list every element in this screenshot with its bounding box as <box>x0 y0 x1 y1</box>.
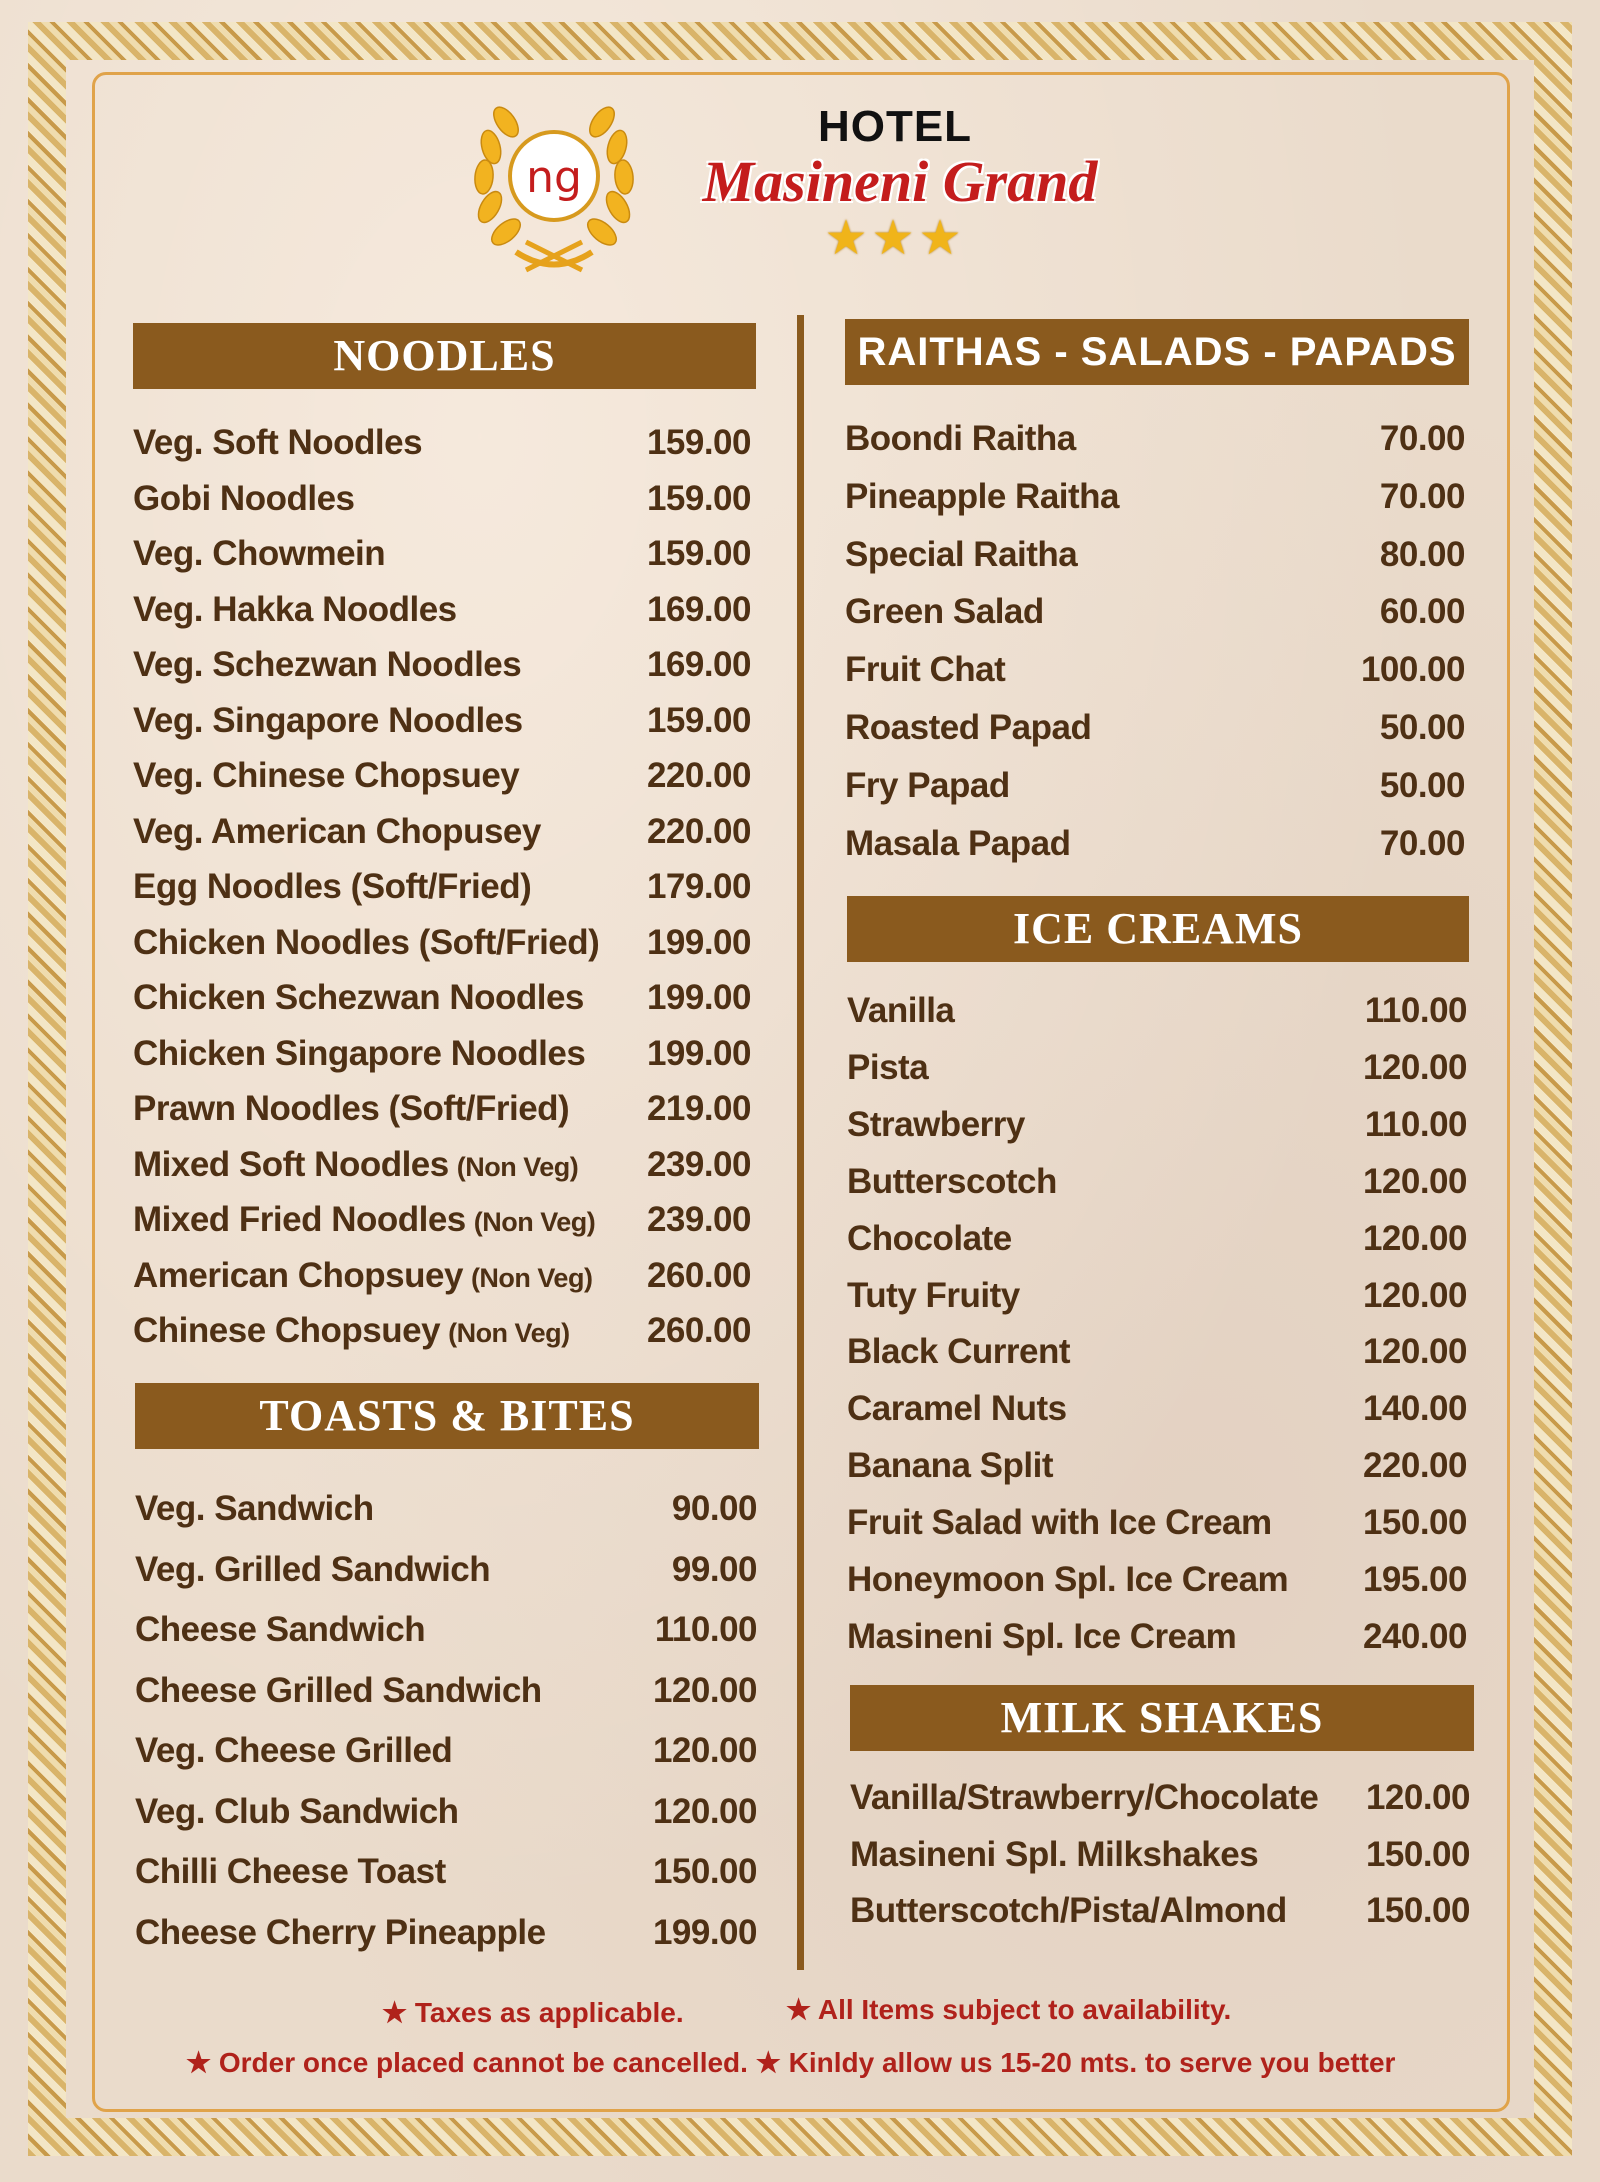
menu-item-name: Veg. Soft Noodles <box>133 423 423 462</box>
menu-item-name: Mixed Fried Noodles <box>133 1200 466 1239</box>
menu-item <box>133 972 751 1024</box>
menu-item <box>847 1383 1467 1435</box>
menu-item <box>133 750 751 802</box>
menu-item <box>845 586 1465 638</box>
menu-item-name: Tuty Fruity <box>847 1276 1020 1315</box>
menu-item-note: (Non Veg) <box>448 1318 570 1348</box>
menu-item-price: 150.00 <box>652 1852 757 1891</box>
menu-item <box>850 1772 1470 1824</box>
menu-item <box>847 1156 1467 1208</box>
menu-item <box>847 1326 1467 1378</box>
menu-item-price: 150.00 <box>1362 1503 1467 1542</box>
menu-item-name: Veg. Sandwich <box>135 1489 374 1528</box>
menu-item-price: 219.00 <box>646 1089 751 1128</box>
section-header-toasts: TOASTS & BITES <box>135 1383 759 1449</box>
menu-item-price: 260.00 <box>646 1256 751 1295</box>
menu-item <box>845 818 1465 870</box>
menu-item <box>133 584 751 636</box>
menu-item-price: 120.00 <box>1362 1276 1467 1315</box>
menu-item <box>845 644 1465 696</box>
menu-item-price: 99.00 <box>671 1550 757 1589</box>
star-rating: ★★★ <box>824 212 966 265</box>
menu-item-name: Fruit Salad with Ice Cream <box>847 1503 1272 1542</box>
menu-item-name: Egg Noodles (Soft/Fried) <box>133 867 532 906</box>
menu-item-name: Black Current <box>847 1332 1071 1371</box>
menu-item-name: Masineni Spl. Milkshakes <box>850 1835 1259 1874</box>
menu-item-name: Green Salad <box>845 592 1044 631</box>
menu-item-name: Fry Papad <box>845 766 1010 805</box>
menu-item <box>133 528 751 580</box>
menu-item-name: Chinese Chopsuey <box>133 1311 441 1350</box>
menu-item-name: Masineni Spl. Ice Cream <box>847 1617 1237 1656</box>
menu-item-name: Strawberry <box>847 1105 1025 1144</box>
menu-item <box>133 1083 751 1135</box>
menu-item <box>847 1554 1467 1606</box>
section-header-raithas: RAITHAS - SALADS - PAPADS <box>845 319 1469 385</box>
menu-item-price: 110.00 <box>654 1610 757 1649</box>
menu-item-name: Chicken Noodles (Soft/Fried) <box>133 923 600 962</box>
menu-item <box>133 1139 751 1191</box>
menu-item-price: 120.00 <box>652 1792 757 1831</box>
menu-item-price: 50.00 <box>1379 766 1465 805</box>
menu-item-price: 169.00 <box>646 645 751 684</box>
menu-item-name: Roasted Papad <box>845 708 1092 747</box>
menu-item-price: 70.00 <box>1379 419 1465 458</box>
menu-item <box>850 1885 1470 1937</box>
menu-item-price: 240.00 <box>1362 1617 1467 1656</box>
menu-item-name: American Chopsuey <box>133 1256 463 1295</box>
menu-item-name: Veg. Cheese Grilled <box>135 1731 453 1770</box>
menu-item-price: 90.00 <box>671 1489 757 1528</box>
menu-item <box>847 985 1467 1037</box>
menu-item-name: Veg. Club Sandwich <box>135 1792 459 1831</box>
menu-item <box>133 1028 751 1080</box>
menu-item-name: Butterscotch <box>847 1162 1057 1201</box>
menu-item <box>133 1194 751 1246</box>
menu-item-price: 159.00 <box>646 423 751 462</box>
section-header-milkshakes: MILK SHAKES <box>850 1685 1474 1751</box>
menu-item-name: Cheese Sandwich <box>135 1610 426 1649</box>
menu-item-name: Veg. American Chopusey <box>133 812 541 851</box>
menu-item <box>845 413 1465 465</box>
laurel-logo-icon <box>466 92 642 278</box>
menu-item <box>845 529 1465 581</box>
menu-item-price: 80.00 <box>1379 535 1465 574</box>
menu-item <box>133 917 751 969</box>
menu-item-name: Pista <box>847 1048 929 1087</box>
menu-item-price: 199.00 <box>646 1034 751 1073</box>
menu-item-name: Veg. Singapore Noodles <box>133 701 523 740</box>
menu-item-name: Chocolate <box>847 1219 1012 1258</box>
menu-item-price: 100.00 <box>1360 650 1465 689</box>
menu-item <box>847 1497 1467 1549</box>
menu-item <box>135 1907 757 1959</box>
menu-item <box>133 861 751 913</box>
menu-item-name: Veg. Schezwan Noodles <box>133 645 522 684</box>
menu-item-note: (Non Veg) <box>470 1263 593 1293</box>
menu-item-name: Fruit Chat <box>845 650 1006 689</box>
footer-note-availability: ★ All Items subject to availability. <box>786 1994 1232 2025</box>
hotel-name: Masineni Grand <box>702 149 1098 214</box>
menu-item <box>135 1725 757 1777</box>
menu-item-price: 220.00 <box>646 812 751 851</box>
menu-item <box>135 1665 757 1717</box>
menu-item-price: 220.00 <box>646 756 751 795</box>
menu-item <box>135 1483 757 1535</box>
menu-item <box>133 417 751 469</box>
menu-item-price: 120.00 <box>1362 1219 1467 1258</box>
menu-item-price: 120.00 <box>652 1731 757 1770</box>
menu-item <box>133 806 751 858</box>
menu-item-name: Banana Split <box>847 1446 1053 1485</box>
menu-item-price: 110.00 <box>1364 991 1467 1030</box>
menu-item-price: 120.00 <box>1362 1048 1467 1087</box>
menu-item-name: Caramel Nuts <box>847 1389 1067 1428</box>
menu-item-name: Vanilla/Strawberry/Chocolate <box>850 1778 1319 1817</box>
footer-note-taxes: ★ Taxes as applicable. <box>382 1997 684 2028</box>
menu-item-name: Cheese Grilled Sandwich <box>135 1671 542 1710</box>
menu-item-price: 260.00 <box>646 1311 751 1350</box>
menu-item <box>133 1250 751 1302</box>
menu-item <box>847 1213 1467 1265</box>
menu-item-price: 199.00 <box>646 923 751 962</box>
menu-item <box>135 1604 757 1656</box>
menu-item-name: Vanilla <box>847 991 955 1030</box>
menu-item-price: 159.00 <box>646 479 751 518</box>
menu-item-name: Honeymoon Spl. Ice Cream <box>847 1560 1289 1599</box>
menu-item <box>845 760 1465 812</box>
menu-item-price: 199.00 <box>652 1913 757 1952</box>
menu-item-name: Prawn Noodles (Soft/Fried) <box>133 1089 570 1128</box>
menu-item-price: 120.00 <box>1362 1332 1467 1371</box>
menu-item <box>135 1544 757 1596</box>
menu-item-price: 120.00 <box>1365 1778 1470 1817</box>
menu-item-note: (Non Veg) <box>456 1152 579 1182</box>
menu-item <box>135 1786 757 1838</box>
menu-item-price: 120.00 <box>1362 1162 1467 1201</box>
menu-item-price: 60.00 <box>1379 592 1465 631</box>
menu-item-name: Mixed Soft Noodles <box>133 1145 449 1184</box>
menu-item-price: 159.00 <box>646 534 751 573</box>
menu-item <box>847 1042 1467 1094</box>
footer-note-order: ★ Order once placed cannot be cancelled. ★ Kinldy allow us 15-20 mts. to serve you better <box>186 2047 1396 2078</box>
menu-item-price: 150.00 <box>1365 1891 1470 1930</box>
menu-item-price: 239.00 <box>646 1145 751 1184</box>
menu-item-name: Cheese Cherry Pineapple <box>135 1913 546 1952</box>
menu-item <box>133 695 751 747</box>
menu-item <box>845 471 1465 523</box>
menu-item-name: Boondi Raitha <box>845 419 1076 458</box>
menu-item-name: Pineapple Raitha <box>845 477 1120 516</box>
section-header-noodles: NOODLES <box>133 323 756 389</box>
menu-item <box>845 702 1465 754</box>
menu-item-price: 169.00 <box>646 590 751 629</box>
menu-item-name: Special Raitha <box>845 535 1078 574</box>
menu-item-price: 199.00 <box>646 978 751 1017</box>
menu-item-name: Veg. Hakka Noodles <box>133 590 457 629</box>
menu-item-name: Chilli Cheese Toast <box>135 1852 446 1891</box>
menu-item-name: Veg. Grilled Sandwich <box>135 1550 491 1589</box>
menu-item <box>847 1611 1467 1663</box>
menu-item-name: Butterscotch/Pista/Almond <box>850 1891 1287 1930</box>
menu-item <box>133 473 751 525</box>
menu-item-name: Veg. Chinese Chopsuey <box>133 756 520 795</box>
menu-item-price: 110.00 <box>1364 1105 1467 1144</box>
menu-item-price: 140.00 <box>1362 1389 1467 1428</box>
menu-item <box>133 639 751 691</box>
menu-item-price: 220.00 <box>1362 1446 1467 1485</box>
menu-item-note: (Non Veg) <box>473 1207 596 1237</box>
menu-item <box>133 1305 751 1357</box>
menu-item-name: Veg. Chowmein <box>133 534 386 573</box>
menu-item-price: 70.00 <box>1379 477 1465 516</box>
menu-item-price: 120.00 <box>652 1671 757 1710</box>
menu-item <box>847 1440 1467 1492</box>
menu-item-price: 70.00 <box>1379 824 1465 863</box>
menu-item-name: Chicken Schezwan Noodles <box>133 978 584 1017</box>
menu-item-name: Gobi Noodles <box>133 479 355 518</box>
menu-item-price: 239.00 <box>646 1200 751 1239</box>
column-divider <box>797 315 804 1970</box>
menu-item <box>847 1099 1467 1151</box>
section-header-icecreams: ICE CREAMS <box>847 896 1469 962</box>
menu-item-name: Masala Papad <box>845 824 1071 863</box>
hotel-word: HOTEL <box>817 102 973 151</box>
menu-item-price: 195.00 <box>1362 1560 1467 1599</box>
menu-item-price: 150.00 <box>1365 1835 1470 1874</box>
menu-item-price: 50.00 <box>1379 708 1465 747</box>
menu-item <box>847 1270 1467 1322</box>
menu-item <box>135 1846 757 1898</box>
menu-item-price: 159.00 <box>646 701 751 740</box>
menu-item-price: 179.00 <box>646 867 751 906</box>
menu-item <box>850 1829 1470 1881</box>
logo-monogram: ng <box>526 152 582 203</box>
menu-item-name: Chicken Singapore Noodles <box>133 1034 586 1073</box>
